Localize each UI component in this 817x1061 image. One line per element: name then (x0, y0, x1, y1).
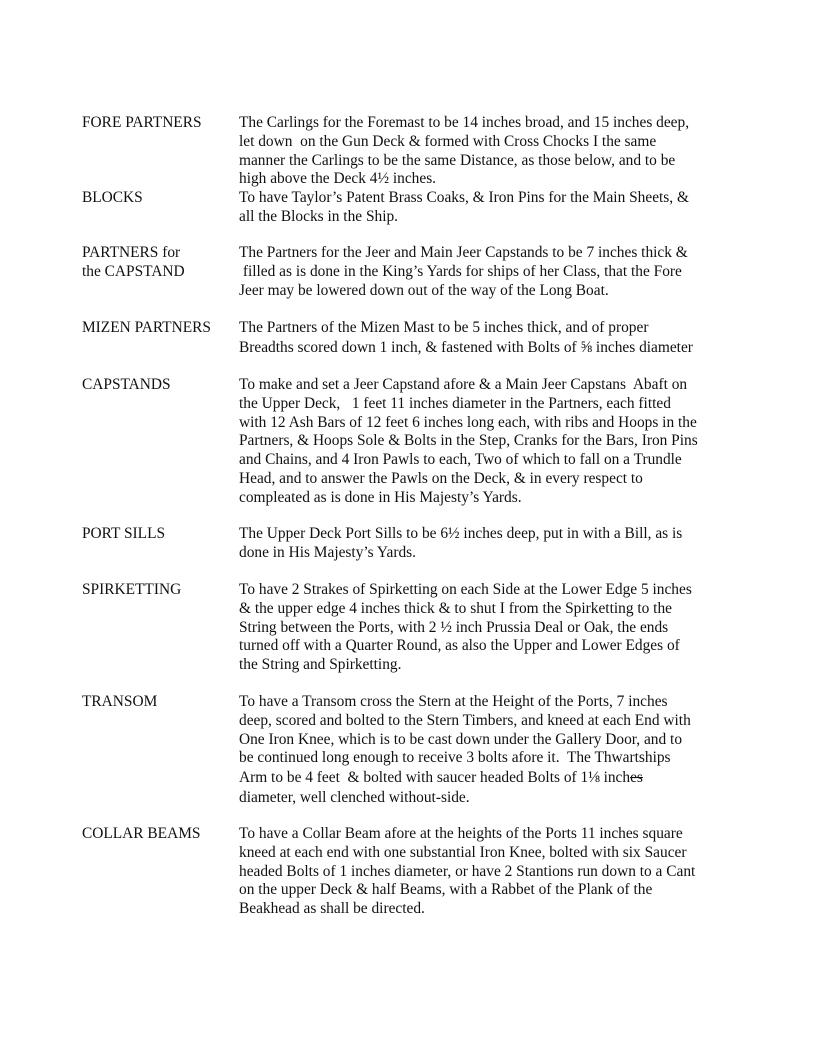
heading-line: the CAPSTAND (82, 262, 185, 280)
body-line: To have a Transom cross the Stern at the Height of the Ports, 7 inches (239, 693, 668, 710)
entry-heading (82, 244, 232, 282)
body-line-with-strike (239, 769, 739, 788)
heading-line: BLOCKS (82, 189, 143, 206)
entry-heading (82, 525, 232, 544)
body-line: To have Taylor’s Patent Brass Coaks, & Iron Pins for the Main Sheets, & (239, 189, 689, 206)
entry-body (239, 114, 739, 189)
entry-body (239, 319, 739, 358)
body-line: kneed at each end with one substantial Iron Knee, bolted with six Saucer (239, 843, 687, 861)
body-line: Partners, & Hoops Sole & Bolts in the Step, Cranks for the Bars, Iron Pins (239, 432, 698, 450)
body-line: done in His Majesty’s Yards. (239, 543, 416, 561)
entry-body (239, 581, 739, 675)
body-line: The Upper Deck Port Sills to be 6½ inches deep, put in with a Bill, as is (239, 525, 683, 542)
body-line: To make and set a Jeer Capstand afore & a Main Jeer Capstans Abaft on (239, 376, 688, 393)
entry-body (239, 693, 739, 808)
body-line: manner the Carlings to be the same Distance, as those below, and to be (239, 151, 676, 169)
body-line: Jeer may be lowered down out of the way of the Long Boat. (239, 281, 609, 299)
heading-line: TRANSOM (82, 693, 158, 710)
entry-heading (82, 319, 232, 338)
entry-body (239, 244, 739, 300)
body-line: headed Bolts of 1 inches diameter, or have 2 Stantions run down to a Cant (239, 862, 696, 880)
body-line: high above the Deck 4½ inches. (239, 170, 437, 188)
heading-line: PORT SILLS (82, 525, 166, 542)
body-line: diameter, well clenched without-side. (239, 788, 470, 806)
body-line: Breadths scored down 1 inch, & fastened with Bolts of ⅝ inches diameter (239, 338, 693, 356)
body-line: Head, and to answer the Pawls on the Deck, & in every respect to (239, 469, 643, 487)
body-line: The Carlings for the Foremast to be 14 inches broad, and 15 inches deep, (239, 114, 690, 131)
body-line: To have 2 Strakes of Spirketting on each Side at the Lower Edge 5 inches (239, 581, 692, 598)
body-line: be continued long enough to receive 3 bolts afore it. The Thwartships (239, 749, 671, 767)
entry-heading (82, 693, 232, 712)
body-line: filled as is done in the King’s Yards for ships of her Class, that the Fore (239, 262, 682, 280)
body-line: turned off with a Quarter Round, as also the Upper and Lower Edges of (239, 637, 680, 655)
heading-line: COLLAR BEAMS (82, 825, 201, 842)
body-line-text: Arm to be 4 feet & bolted with saucer headed Bolts of 1⅛ inch (239, 769, 631, 787)
body-line: let down on the Gun Deck & formed with Cross Chocks I the same (239, 132, 657, 150)
body-line: the String and Spirketting. (239, 656, 402, 674)
entry-heading (82, 581, 232, 600)
entry-heading (82, 189, 232, 208)
entry-body (239, 189, 739, 227)
heading-line: MIZEN PARTNERS (82, 319, 211, 336)
body-line: with 12 Ash Bars of 12 feet 6 inches long each, with ribs and Hoops in the (239, 413, 697, 431)
body-line: The Partners of the Mizen Mast to be 5 inches thick, and of proper (239, 319, 649, 336)
body-line: To have a Collar Beam afore at the heights of the Ports 11 inches square (239, 825, 683, 842)
body-line: The Partners for the Jeer and Main Jeer Capstands to be 7 inches thick & (239, 244, 688, 261)
entry-heading (82, 376, 232, 395)
body-line: and Chains, and 4 Iron Pawls to each, Two of which to fall on a Trundle (239, 451, 682, 469)
body-line: on the upper Deck & half Beams, with a Rabbet of the Plank of the (239, 881, 653, 899)
body-line: all the Blocks in the Ship. (239, 207, 399, 225)
body-line: deep, scored and bolted to the Stern Timbers, and kneed at each End with (239, 711, 691, 729)
entry-heading (82, 825, 232, 844)
heading-line: PARTNERS for (82, 244, 181, 261)
body-line: the Upper Deck, 1 feet 11 inches diameter in the Partners, each fitted (239, 394, 671, 412)
heading-line: FORE PARTNERS (82, 114, 202, 131)
body-line: & the upper edge 4 inches thick & to shut I from the Spirketting to the (239, 599, 672, 617)
entry-body (239, 525, 739, 563)
entry-body (239, 376, 739, 508)
body-line: compleated as is done in His Majesty’s Yards. (239, 488, 522, 506)
struck-text: es (630, 769, 643, 787)
heading-line: SPIRKETTING (82, 581, 182, 598)
entry-heading (82, 114, 232, 133)
body-line: String between the Ports, with 2 ½ inch Prussia Deal or Oak, the ends (239, 618, 669, 636)
body-line: Beakhead as shall be directed. (239, 900, 425, 918)
body-line: One Iron Knee, which is to be cast down under the Gallery Door, and to (239, 730, 683, 748)
entry-body (239, 825, 739, 919)
heading-line: CAPSTANDS (82, 376, 171, 393)
